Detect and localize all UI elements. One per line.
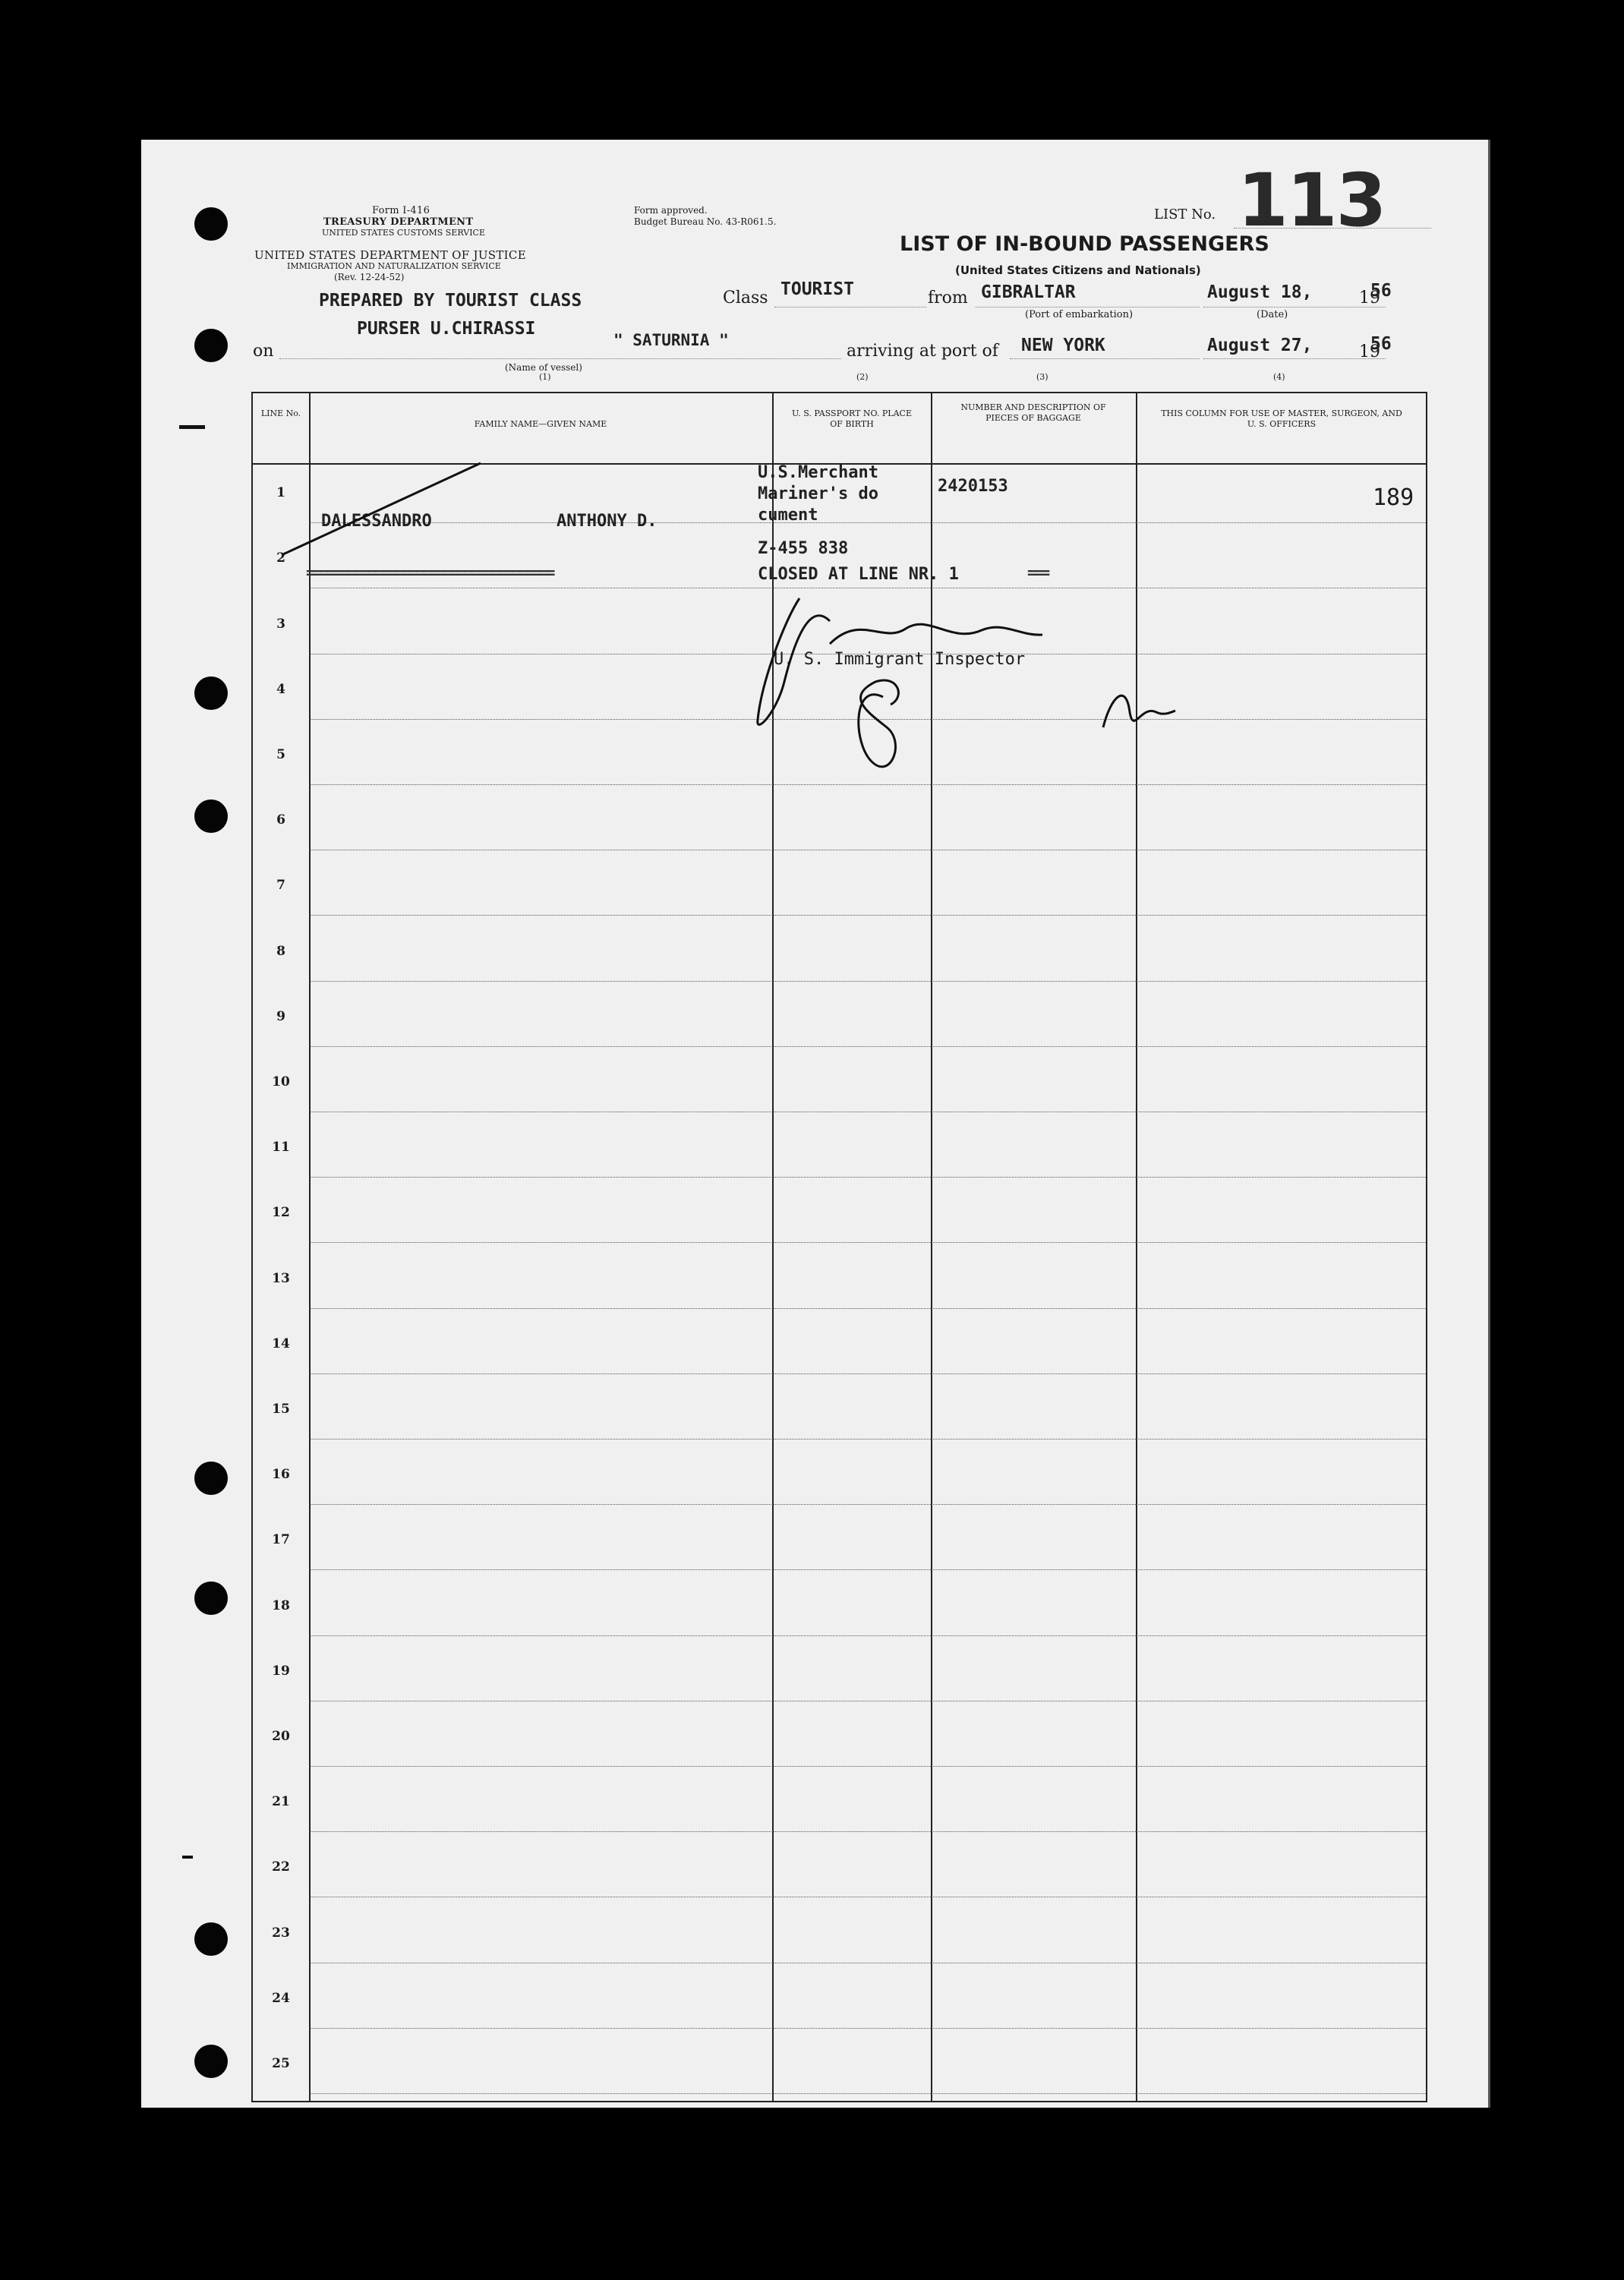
header-line-no: LINE No. [260,408,301,418]
row-number: 19 [272,1663,290,1679]
arriving-label: arriving at port of [847,342,998,361]
arrival-date: August 27, [1207,336,1313,355]
treasury-dept: TREASURY DEPARTMENT [323,216,474,228]
row-number: 11 [272,1140,290,1156]
binder-hole [194,1581,228,1615]
from-value: GIBRALTAR [981,282,1076,302]
col-ref-3: (3) [1036,372,1049,382]
date-caption: (Date) [1257,309,1288,320]
table-row [309,1504,1426,1505]
binder-hole [194,1462,228,1495]
binder-hole [194,2045,228,2078]
customs-service: UNITED STATES CUSTOMS SERVICE [322,228,485,238]
list-no-label: LIST No. [1154,207,1216,222]
binder-hole [194,329,228,362]
header-baggage: NUMBER AND DESCRIPTION OF PIECES OF BAGGAGE [960,402,1106,423]
row-number: 15 [272,1401,290,1417]
departure-year: 56 [1370,281,1392,301]
form-approved: Form approved. [634,205,708,216]
binder-hole [194,676,228,710]
table-row [309,1373,1426,1374]
table-row [309,981,1426,982]
table-row [309,2028,1426,2029]
row-number: 1 [276,485,285,501]
row-number: 10 [272,1074,290,1090]
table-row [309,784,1426,785]
row-number: 23 [272,1925,290,1941]
table-row [309,1831,1426,1832]
document-number: Z-455 838 [758,539,849,558]
given-name: ANTHONY D. [557,512,657,531]
row-number: 9 [276,1008,285,1024]
row-number: 8 [276,943,285,959]
on-label: on [253,342,274,361]
list-number-stamp: 113 [1238,158,1386,243]
table-row [309,1308,1426,1309]
class-value: TOURIST [780,279,854,299]
arrival-port: NEW YORK [1021,336,1105,355]
document-title: LIST OF IN-BOUND PASSENGERS [900,232,1269,256]
immigration-service: IMMIGRATION AND NATURALIZATION SERVICE [287,261,501,271]
binder-hole [194,1922,228,1956]
row-number: 7 [276,878,285,894]
arrival-year: 56 [1370,334,1392,354]
row-number: 6 [276,812,285,828]
prepared-by: PREPARED BY TOURIST CLASS [319,291,582,311]
row-number: 3 [276,616,285,632]
col-ref-2: (2) [856,372,869,382]
departure-date: August 18, [1207,282,1313,302]
closed-at-line: CLOSED AT LINE NR. 1 [758,565,959,584]
header-passport: U. S. PASSPORT NO. PLACE OF BIRTH [791,408,913,429]
margin-mark [179,425,205,429]
row-number: 12 [272,1205,290,1221]
document-line-1: U.S.Merchant [758,463,878,482]
purser-name: PURSER U.CHIRASSI [357,319,536,339]
port-caption: (Port of embarkation) [1025,309,1134,320]
justice-dept: UNITED STATES DEPARTMENT OF JUSTICE [254,248,526,262]
table-row [309,2093,1426,2094]
strike-through-mark [283,463,481,554]
row-number: 25 [272,2055,290,2071]
budget-bureau: Budget Bureau No. 43-R061.5. [634,216,777,227]
row-number: 22 [272,1859,290,1875]
row-number: 4 [276,681,285,697]
row-number: 13 [272,1270,290,1286]
handwritten-count: 189 [1373,484,1414,511]
vessel-name: " SATURNIA " [613,331,729,349]
table-row [309,1766,1426,1767]
header-officers: THIS COLUMN FOR USE OF MASTER, SURGEON, AND U. S. OFFICERS [1161,408,1402,429]
inspector-caption: U. S. Immigrant Inspector [774,650,1026,669]
table-row [309,1569,1426,1570]
row-number: 14 [272,1336,290,1351]
table-row [309,1242,1426,1243]
header-name: FAMILY NAME—GIVEN NAME [474,419,607,429]
document-subtitle: (United States Citizens and Nationals) [955,263,1201,277]
arrival-date-line [1203,358,1386,359]
form-number: Form I-416 [372,205,430,216]
list-no-line [1234,228,1431,229]
document-line-3: cument [758,506,818,525]
table-row [309,1046,1426,1047]
binder-hole [194,207,228,241]
row-number: 21 [272,1794,290,1810]
col-ref-1: (1) [539,372,551,382]
baggage-number: 2420153 [938,477,1008,496]
revision-date: (Rev. 12-24-52) [334,272,405,282]
vessel-line [279,358,841,359]
table-row [309,1635,1426,1636]
row-number: 5 [276,746,285,762]
row-number: 18 [272,1597,290,1613]
century-arr: 19 [1359,342,1380,361]
closing-dash-line: ==================================== [306,563,553,582]
closing-dash-tail: === [1027,563,1049,582]
binder-hole [194,799,228,833]
row-number: 17 [272,1532,290,1548]
port-line [1010,358,1200,359]
row-number: 16 [272,1467,290,1483]
century-dep: 19 [1359,289,1380,307]
margin-mark [182,1856,193,1859]
passenger-table [251,392,1427,2102]
table-row [309,1439,1426,1440]
class-label: Class [723,289,768,307]
table-row [309,915,1426,916]
family-name: DALESSANDRO [321,512,432,531]
time-note-stroke [1103,695,1175,727]
document-line-2: Mariner's do [758,484,878,503]
col-ref-4: (4) [1273,372,1285,382]
time-note-stroke [859,680,899,767]
signature-stroke [758,598,830,724]
row-number: 24 [272,1990,290,2006]
vessel-caption: (Name of vessel) [505,362,582,373]
from-label: from [928,289,968,307]
row-number: 20 [272,1728,290,1744]
signature-stroke [830,624,1042,644]
table-row [309,1177,1426,1178]
handwriting-layer [253,393,1426,773]
row-number: 2 [276,550,285,566]
